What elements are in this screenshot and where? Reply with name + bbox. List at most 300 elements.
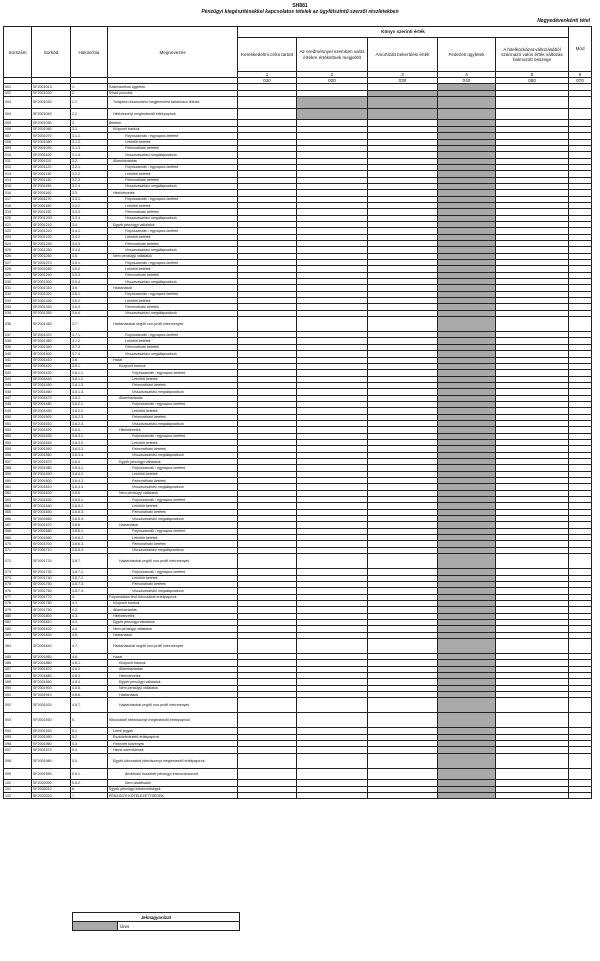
row-hierarchia: 3.4.4. xyxy=(71,247,108,253)
row-megnevezes: Visszavásárlási megállapodások xyxy=(108,389,238,395)
row-hierarchia: 5.2. xyxy=(71,734,108,740)
row-megnevezes: Hazai xyxy=(108,653,238,659)
row-sorszam: 035 xyxy=(4,310,32,316)
value-cell[interactable] xyxy=(238,768,297,780)
row-sorkod: SF2001690 xyxy=(32,535,71,541)
value-cell[interactable] xyxy=(368,713,438,728)
row-sorszam: 008 xyxy=(4,139,32,145)
value-cell xyxy=(438,753,496,768)
value-cell[interactable] xyxy=(238,554,297,569)
row-megnevezes: Hitelintézetek xyxy=(108,672,238,678)
value-cell-mod[interactable] xyxy=(569,698,592,713)
value-cell[interactable] xyxy=(238,638,297,653)
row-sorkod: SF2001210 xyxy=(32,221,71,227)
row-sorszam: 014 xyxy=(4,177,32,183)
row-sorkod: SF2001730 xyxy=(32,569,71,575)
value-cell[interactable] xyxy=(297,753,368,768)
value-cell[interactable] xyxy=(238,97,297,109)
row-megnevezes: Háztartások xyxy=(108,522,238,528)
row-megnevezes: Lekötött betétek xyxy=(108,139,238,145)
table-row xyxy=(4,768,592,780)
row-sorszam: 096 xyxy=(4,741,32,747)
row-sorkod: SF2001160 xyxy=(32,190,71,196)
row-sorkod: SF2001013 xyxy=(32,84,71,90)
row-sorkod: SF2001880 xyxy=(32,672,71,678)
row-hierarchia: 4.8.1. xyxy=(71,660,108,666)
row-sorszam: 065 xyxy=(4,509,32,515)
row-megnevezes: Államháztartás xyxy=(108,395,238,401)
row-sorkod: SF2001420 xyxy=(32,363,71,369)
col-header-mod: Mód xyxy=(569,27,592,72)
row-sorszam: 034 xyxy=(4,304,32,310)
row-sorszam: 083 xyxy=(4,632,32,638)
col-code: 010 xyxy=(238,78,297,84)
row-megnevezes: Lekötött betétek xyxy=(108,575,238,581)
row-megnevezes: Folyószámlák / egynapos betétek xyxy=(108,433,238,439)
row-sorszam: 071 xyxy=(4,547,32,553)
row-sorkod: SF2001060 xyxy=(32,126,71,132)
value-cell xyxy=(368,97,438,109)
row-sorszam: 068 xyxy=(4,528,32,534)
row-megnevezes: Folyószámlák / egynapos betétek xyxy=(108,133,238,139)
row-sorkod: SF2001550 xyxy=(32,446,71,452)
row-sorkod: SF2001050 xyxy=(32,120,71,126)
row-hierarchia: 3.4. xyxy=(71,221,108,227)
row-megnevezes: Átváltható összetett pénzügyi instrumentumok xyxy=(108,768,238,780)
value-cell[interactable] xyxy=(238,317,297,332)
row-sorkod: SF2001820 xyxy=(32,626,71,632)
row-hierarchia: 3.8.2.1. xyxy=(71,401,108,407)
value-cell[interactable] xyxy=(297,317,368,332)
row-sorszam: 021 xyxy=(4,221,32,227)
row-hierarchia: 3.7.2. xyxy=(71,338,108,344)
row-sorkod: SF2001230 xyxy=(32,234,71,240)
row-hierarchia: 3.8.1.3. xyxy=(71,382,108,388)
row-hierarchia: 3.8.5.1. xyxy=(71,497,108,503)
row-sorszam: 001 xyxy=(4,84,32,90)
row-megnevezes: Felmondható betétek xyxy=(108,145,238,151)
value-cell[interactable] xyxy=(368,793,438,799)
row-hierarchia: 3.8.7.3. xyxy=(71,581,108,587)
value-cell[interactable] xyxy=(496,753,569,768)
row-hierarchia: 3.8.2.3. xyxy=(71,414,108,420)
row-sorkod: SF2001720 xyxy=(32,554,71,569)
row-sorkod: SF2001090 xyxy=(32,145,71,151)
row-hierarchia: 4.3. xyxy=(71,613,108,619)
value-cell-mod[interactable] xyxy=(569,713,592,728)
row-sorszam: 049 xyxy=(4,408,32,414)
value-cell[interactable] xyxy=(297,554,368,569)
row-sorszam: 024 xyxy=(4,241,32,247)
row-sorszam: 082 xyxy=(4,626,32,632)
value-cell[interactable] xyxy=(368,554,438,569)
value-cell[interactable] xyxy=(238,698,297,713)
row-sorszam: 020 xyxy=(4,215,32,221)
row-hierarchia: 3.8.1.1. xyxy=(71,370,108,376)
row-sorszam: 016 xyxy=(4,190,32,196)
row-megnevezes: Folyószámlák / egynapos betétek xyxy=(108,497,238,503)
row-hierarchia: 3.8.4.4. xyxy=(71,484,108,490)
value-cell[interactable] xyxy=(238,108,297,120)
value-cell[interactable] xyxy=(238,753,297,768)
value-cell[interactable] xyxy=(297,698,368,713)
col-code: 050 xyxy=(496,78,569,84)
value-cell-mod[interactable] xyxy=(569,317,592,332)
row-hierarchia: 3.8.3.2. xyxy=(71,439,108,445)
row-sorkod: SF2001890 xyxy=(32,679,71,685)
row-hierarchia: 5.4. xyxy=(71,747,108,753)
row-sorszam: 078 xyxy=(4,600,32,606)
row-megnevezes: Háztartások xyxy=(108,692,238,698)
row-sorkod: SF2001120 xyxy=(32,164,71,170)
row-hierarchia: 3.8.7.2. xyxy=(71,575,108,581)
row-sorszam: 011 xyxy=(4,158,32,164)
row-megnevezes: Lekötött betétek xyxy=(108,266,238,272)
row-sorszam: 057 xyxy=(4,459,32,465)
row-hierarchia: 3.6.3. xyxy=(71,304,108,310)
row-megnevezes: Lekötött betétek xyxy=(108,439,238,445)
row-sorkod: SF2001930 xyxy=(32,713,71,728)
row-sorszam: 042 xyxy=(4,363,32,369)
row-megnevezes: Felmondható betétek xyxy=(108,478,238,484)
row-sorkod: SF2001080 xyxy=(32,139,71,145)
row-sorszam: 036 xyxy=(4,317,32,332)
row-sorszam: 086 xyxy=(4,660,32,666)
value-cell-mod[interactable] xyxy=(569,554,592,569)
row-hierarchia: 3.7.1. xyxy=(71,332,108,338)
row-hierarchia: 4.5. xyxy=(71,626,108,632)
row-sorszam: 002 xyxy=(4,90,32,96)
row-hierarchia: 4.8. xyxy=(71,653,108,659)
row-sorszam: 101 xyxy=(4,786,32,792)
value-cell[interactable] xyxy=(297,793,368,799)
table-row xyxy=(4,698,592,713)
row-hierarchia: 3.4.2. xyxy=(71,234,108,240)
col-code: 040 xyxy=(438,78,496,84)
value-cell[interactable] xyxy=(238,793,297,799)
row-sorkod: SF2001540 xyxy=(32,439,71,445)
row-megnevezes: Lekötött betétek xyxy=(108,503,238,509)
row-hierarchia: 3.7. xyxy=(71,317,108,332)
row-hierarchia: 3.4.1. xyxy=(71,228,108,234)
row-sorkod: SF2001990 xyxy=(32,768,71,780)
row-hierarchia: 3.8.5. xyxy=(71,490,108,496)
row-hierarchia: 5.1. xyxy=(71,728,108,734)
row-sorszam: 059 xyxy=(4,471,32,477)
value-cell[interactable] xyxy=(368,753,438,768)
row-sorszam: 067 xyxy=(4,522,32,528)
row-hierarchia: 3.3.3. xyxy=(71,209,108,215)
row-sorszam: 030 xyxy=(4,279,32,285)
row-sorkod: SF2001630 xyxy=(32,497,71,503)
table-row xyxy=(4,793,592,799)
row-sorkod: SF2001650 xyxy=(32,509,71,515)
value-cell-mod[interactable] xyxy=(569,768,592,780)
row-hierarchia: 2. xyxy=(71,90,108,96)
row-sorszam: 098 xyxy=(4,753,32,768)
row-sorkod: SF2001330 xyxy=(32,298,71,304)
row-sorszam: 073 xyxy=(4,569,32,575)
col-header-megnevezes: Megnevezés xyxy=(108,27,238,78)
row-hierarchia: 3.8.3.1. xyxy=(71,433,108,439)
row-hierarchia: 4.7. xyxy=(71,638,108,653)
row-megnevezes: Folyószámlák / egynapos betétek xyxy=(108,332,238,338)
row-megnevezes: Visszavásárlási megállapodások xyxy=(108,215,238,221)
row-hierarchia: 3.1.2. xyxy=(71,139,108,145)
row-hierarchia: 3. xyxy=(71,120,108,126)
row-hierarchia: 4.6. xyxy=(71,632,108,638)
row-hierarchia: 6. xyxy=(71,786,108,792)
value-cell[interactable] xyxy=(496,317,569,332)
row-megnevezes: Nem pénzügyi vállalatok xyxy=(108,490,238,496)
row-hierarchia: 3.8.6.3. xyxy=(71,541,108,547)
row-sorszam: 088 xyxy=(4,672,32,678)
row-megnevezes: Folyószámlák / egynapos betétek xyxy=(108,196,238,202)
value-cell[interactable] xyxy=(496,108,569,120)
row-sorszam: 079 xyxy=(4,607,32,613)
value-cell[interactable] xyxy=(368,698,438,713)
row-sorkod: SF2001500 xyxy=(32,414,71,420)
row-sorszam: 072 xyxy=(4,554,32,569)
row-sorszam: 090 xyxy=(4,685,32,691)
legend-swatch xyxy=(73,922,118,931)
value-cell[interactable] xyxy=(368,768,438,780)
row-sorszam: 045 xyxy=(4,382,32,388)
row-sorszam: 009 xyxy=(4,145,32,151)
row-megnevezes: Háztartások xyxy=(108,285,238,291)
row-sorkod: SF2001020 xyxy=(32,90,71,96)
row-megnevezes: Folyószámlák / egynapos betétek xyxy=(108,260,238,266)
row-sorkod: SF2001400 xyxy=(32,351,71,357)
row-megnevezes: Eszközfedezetű értékpapírok xyxy=(108,734,238,740)
value-cell[interactable] xyxy=(496,768,569,780)
row-sorkod: SF2001260 xyxy=(32,253,71,259)
row-hierarchia: 3.7.3. xyxy=(71,344,108,350)
row-hierarchia: 3.8.7.4. xyxy=(71,588,108,594)
row-hierarchia: 3.8.6.4. xyxy=(71,547,108,553)
table-row xyxy=(4,638,592,653)
row-sorszam: 069 xyxy=(4,535,32,541)
value-cell-mod[interactable] xyxy=(569,793,592,799)
row-sorszam: 007 xyxy=(4,133,32,139)
value-cell[interactable] xyxy=(496,698,569,713)
row-megnevezes: Államháztartás xyxy=(108,666,238,672)
row-sorkod: SF2001370 xyxy=(32,332,71,338)
row-hierarchia: 3.8.4.1. xyxy=(71,465,108,471)
row-sorszam: 093 xyxy=(4,713,32,728)
row-hierarchia: 3.5.4. xyxy=(71,279,108,285)
row-megnevezes: Visszavásárlási megállapodások xyxy=(108,420,238,426)
row-megnevezes: Származékos ügyletek xyxy=(108,84,238,90)
row-hierarchia: 3.3. xyxy=(71,190,108,196)
row-hierarchia: 3.5. xyxy=(71,253,108,259)
row-megnevezes: Lekötött betétek xyxy=(108,535,238,541)
value-cell-mod[interactable] xyxy=(569,638,592,653)
row-sorkod: SF2001640 xyxy=(32,503,71,509)
row-sorszam: 047 xyxy=(4,395,32,401)
row-sorszam: 051 xyxy=(4,420,32,426)
row-sorkod: SF2001670 xyxy=(32,522,71,528)
value-cell[interactable] xyxy=(297,638,368,653)
row-hierarchia: 3.8.4.3. xyxy=(71,478,108,484)
row-sorszam: 018 xyxy=(4,202,32,208)
row-sorszam: 041 xyxy=(4,357,32,363)
row-sorszam: 087 xyxy=(4,666,32,672)
row-megnevezes: Nem átválthatók xyxy=(108,780,238,786)
col-code: 030 xyxy=(368,78,438,84)
value-cell[interactable] xyxy=(496,713,569,728)
row-megnevezes: Nem pénzügyi vállalatok xyxy=(108,685,238,691)
col-code: 020 xyxy=(297,78,368,84)
value-cell[interactable] xyxy=(496,638,569,653)
row-megnevezes: Folyószámlák / egynapos betétek xyxy=(108,569,238,575)
row-hierarchia: 3.8.7.1. xyxy=(71,569,108,575)
col-header-c3: Amortizált bekerülési érték xyxy=(368,38,438,72)
value-cell[interactable] xyxy=(496,97,569,109)
row-hierarchia: 3.8.3. xyxy=(71,427,108,433)
row-sorszam: 066 xyxy=(4,516,32,522)
row-hierarchia: 3.5.2. xyxy=(71,266,108,272)
row-sorkod: SF2001270 xyxy=(32,260,71,266)
row-megnevezes: Visszavásárlási megállapodások xyxy=(108,351,238,357)
table-row xyxy=(4,713,592,728)
row-sorszam: 046 xyxy=(4,389,32,395)
row-megnevezes: Hibrid szerződések xyxy=(108,747,238,753)
col-header-c5: A hitelkockázat változásából származó valós érték változás halmozott összege xyxy=(496,38,569,72)
row-hierarchia: 3.8.1. xyxy=(71,363,108,369)
row-megnevezes: Felmondható betétek xyxy=(108,272,238,278)
row-hierarchia: 3.8.5.2. xyxy=(71,503,108,509)
value-cell[interactable] xyxy=(297,713,368,728)
row-megnevezes: Visszavásárlási megállapodások xyxy=(108,452,238,458)
row-megnevezes: Felmondható betétek xyxy=(108,344,238,350)
row-sorkod: SF2001390 xyxy=(32,344,71,350)
value-cell xyxy=(297,97,368,109)
col-header-sorkod: Sorkód xyxy=(32,27,71,78)
value-cell[interactable] xyxy=(368,638,438,653)
row-sorszam: 013 xyxy=(4,171,32,177)
row-megnevezes: Visszavásárlási megállapodások xyxy=(108,484,238,490)
value-cell[interactable] xyxy=(496,793,569,799)
row-hierarchia: 4.2. xyxy=(71,607,108,613)
row-sorkod: SF2002000 xyxy=(32,780,71,786)
row-sorkod: SF2001410 xyxy=(32,357,71,363)
row-megnevezes: Egyéb pénzügyi vállalatok xyxy=(108,221,238,227)
report-title: Pénzügyi kiegészítésekkel kapcsolatos tételek az ügyfélszintű szerzői részletekben xyxy=(201,9,399,15)
row-sorkod: SF2001560 xyxy=(32,452,71,458)
row-sorszam: 080 xyxy=(4,613,32,619)
row-sorszam: 040 xyxy=(4,351,32,357)
row-megnevezes: Felmondható betétek xyxy=(108,304,238,310)
row-megnevezes: Felmondható betétek xyxy=(108,541,238,547)
row-hierarchia: 5.5.1. xyxy=(71,768,108,780)
row-sorkod: SF2001290 xyxy=(32,272,71,278)
row-sorszam: 050 xyxy=(4,414,32,420)
row-sorszam: 095 xyxy=(4,734,32,740)
row-sorszam: 094 xyxy=(4,728,32,734)
row-megnevezes: Folyamatban lévő kibocsátott értékpapírok xyxy=(108,594,238,600)
row-sorkod: SF2001700 xyxy=(32,541,71,547)
row-hierarchia: 4.8.3. xyxy=(71,672,108,678)
row-sorkod: SF2001580 xyxy=(32,465,71,471)
row-hierarchia: 3.1.1. xyxy=(71,133,108,139)
row-megnevezes: Visszavásárlási megállapodások xyxy=(108,279,238,285)
value-cell-mod[interactable] xyxy=(569,97,592,109)
row-sorszam: 010 xyxy=(4,152,32,158)
row-hierarchia: 3.3.1. xyxy=(71,196,108,202)
value-cell-mod[interactable] xyxy=(569,753,592,768)
value-cell[interactable] xyxy=(496,554,569,569)
value-cell[interactable] xyxy=(238,713,297,728)
row-sorszam: 063 xyxy=(4,497,32,503)
row-megnevezes: Hitelintézetek xyxy=(108,613,238,619)
row-sorkod: SF2001610 xyxy=(32,484,71,490)
value-cell[interactable] xyxy=(297,768,368,780)
row-hierarchia: 3.6.1. xyxy=(71,291,108,297)
row-megnevezes: Folyószámlák / egynapos betétek xyxy=(108,465,238,471)
report-period: Negyedévenkénti tétel xyxy=(537,18,590,24)
row-hierarchia: 3.1.3. xyxy=(71,145,108,151)
row-megnevezes: Folyószámlák / egynapos betétek xyxy=(108,528,238,534)
row-hierarchia: 3.2.4. xyxy=(71,183,108,189)
row-sorszam: 099 xyxy=(4,768,32,780)
row-sorkod: SF2001710 xyxy=(32,547,71,553)
row-sorszam: 032 xyxy=(4,291,32,297)
row-sorkod: SF2001180 xyxy=(32,202,71,208)
row-sorkod: SF2001980 xyxy=(32,753,71,768)
row-sorkod: SF2001800 xyxy=(32,613,71,619)
row-megnevezes: Visszavásárlási megállapodások xyxy=(108,310,238,316)
col-header-group: Könyv szerinti érték xyxy=(238,27,569,38)
row-megnevezes: Lekötött betétek xyxy=(108,376,238,382)
row-sorkod: SF2001510 xyxy=(32,420,71,426)
row-hierarchia: 3.3.2. xyxy=(71,202,108,208)
row-sorszam: 062 xyxy=(4,490,32,496)
col-code: 070 xyxy=(569,78,592,84)
row-megnevezes: Felmondható betétek xyxy=(108,414,238,420)
row-megnevezes: Lekötött betétek xyxy=(108,298,238,304)
row-hierarchia: 2.1. xyxy=(71,97,108,109)
col-number: 3 xyxy=(368,72,438,78)
value-cell xyxy=(438,108,496,120)
row-sorkod: SF2001320 xyxy=(32,291,71,297)
row-sorszam: 044 xyxy=(4,376,32,382)
col-header-c4: Fedezeti ügyletek xyxy=(438,38,496,72)
row-sorkod: SF2001300 xyxy=(32,279,71,285)
table-row xyxy=(4,554,592,569)
value-cell[interactable] xyxy=(368,317,438,332)
row-sorkod: SF2001740 xyxy=(32,575,71,581)
row-sorkod: SF2001530 xyxy=(32,433,71,439)
table-row xyxy=(4,108,592,120)
row-sorkod: SF2001920 xyxy=(32,698,71,713)
row-hierarchia: 4. xyxy=(71,594,108,600)
row-sorszam: 005 xyxy=(4,120,32,126)
row-sorszam: 028 xyxy=(4,266,32,272)
value-cell-mod[interactable] xyxy=(569,108,592,120)
row-hierarchia: 3.2.2. xyxy=(71,171,108,177)
col-number: 6 xyxy=(569,72,592,78)
row-megnevezes: Fedezett kötvények xyxy=(108,741,238,747)
row-sorszam: 027 xyxy=(4,260,32,266)
row-sorkod: SF2001770 xyxy=(32,594,71,600)
value-cell xyxy=(438,97,496,109)
row-hierarchia: 3.8.2.2. xyxy=(71,408,108,414)
row-sorkod: SF2001040 xyxy=(32,108,71,120)
row-megnevezes: Háztartások xyxy=(108,632,238,638)
row-megnevezes: Háztartásokat segítő non-profit intézmények xyxy=(108,317,238,332)
row-hierarchia: 3.8.4. xyxy=(71,459,108,465)
